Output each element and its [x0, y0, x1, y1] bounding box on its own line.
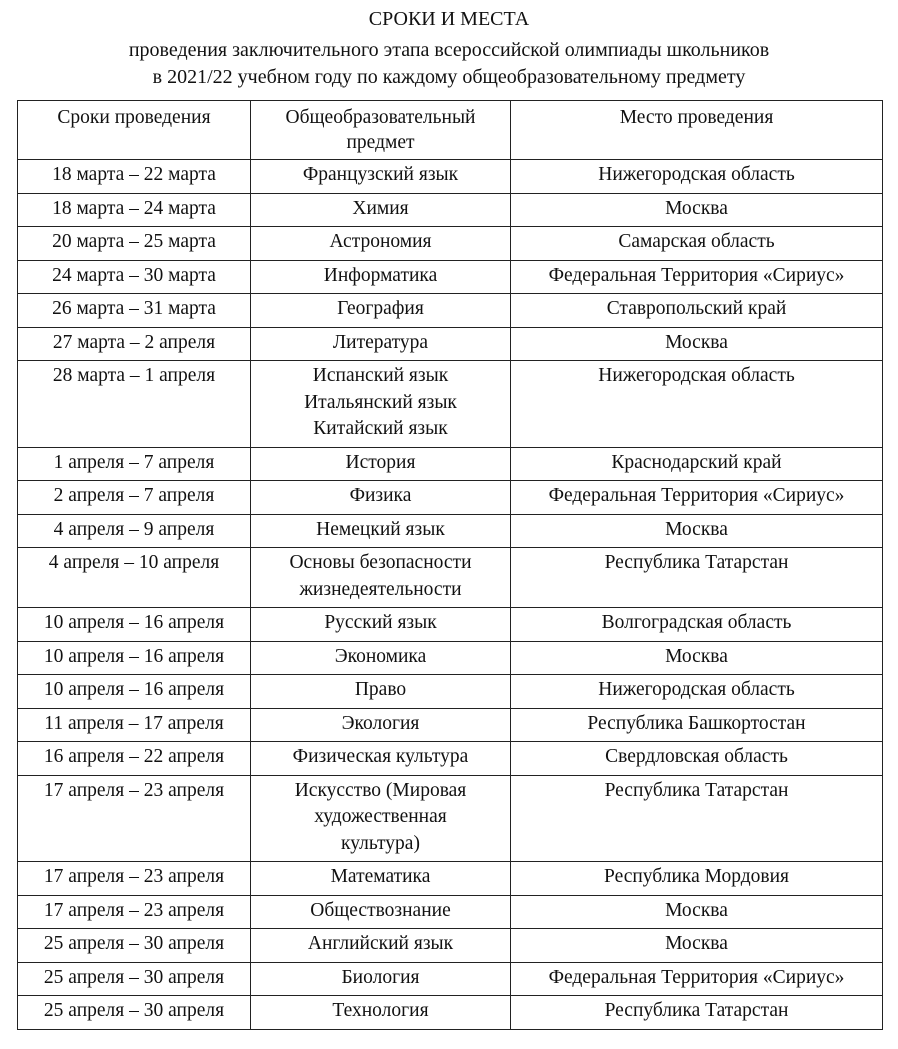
cell-subject — [251, 895, 511, 929]
cell-dates: 27 марта – 2 апреля — [18, 327, 251, 361]
table-row — [18, 160, 883, 194]
cell-place: Волгоградская область — [511, 608, 883, 642]
cell-dates: 18 марта – 24 марта — [18, 193, 251, 227]
table-row — [18, 361, 883, 448]
cell-subject — [251, 447, 511, 481]
cell-place: Москва — [511, 327, 883, 361]
cell-subject — [251, 775, 511, 862]
subject-name: Технология — [332, 1000, 429, 1021]
subject-name: Математика — [330, 866, 431, 887]
cell-subject — [251, 160, 511, 194]
cell-place: Краснодарский край — [511, 447, 883, 481]
cell-subject — [251, 227, 511, 261]
table-row — [18, 775, 883, 862]
document-title: СРОКИ И МЕСТА — [368, 8, 530, 30]
subject-name: культура) — [341, 832, 420, 854]
table-row — [18, 742, 883, 776]
cell-place: Москва — [511, 514, 883, 548]
cell-dates: 4 апреля – 9 апреля — [18, 514, 251, 548]
subject-name: Французский язык — [302, 164, 459, 185]
cell-dates: 11 апреля – 17 апреля — [18, 708, 251, 742]
cell-dates: 18 марта – 22 марта — [18, 160, 251, 194]
table-row — [18, 675, 883, 709]
cell-place: Нижегородская область — [511, 361, 883, 448]
subject-name: Биология — [341, 966, 420, 988]
table-row — [18, 193, 883, 227]
cell-subject — [251, 675, 511, 709]
document-subtitle-line1: проведения заключительного этапа всероссийской олимпиады школьников — [128, 39, 770, 61]
cell-subject — [251, 193, 511, 227]
cell-place: Москва — [511, 193, 883, 227]
cell-dates: 17 апреля – 23 апреля — [18, 895, 251, 929]
cell-subject — [251, 481, 511, 515]
cell-subject — [251, 862, 511, 896]
cell-dates: 1 апреля – 7 апреля — [18, 447, 251, 481]
table-row — [18, 327, 883, 361]
subject-name: История — [345, 451, 416, 473]
table-row — [18, 481, 883, 515]
table-row — [18, 641, 883, 675]
cell-dates: 26 марта – 31 марта — [18, 294, 251, 328]
table-row — [18, 708, 883, 742]
cell-dates: 25 апреля – 30 апреля — [18, 996, 251, 1030]
cell-subject — [251, 929, 511, 963]
header-subject — [251, 101, 511, 160]
subject-name: Литература — [332, 331, 429, 353]
subject-name: Информатика — [323, 264, 438, 286]
subject-name: Русский язык — [324, 612, 437, 633]
cell-dates: 25 апреля – 30 апреля — [18, 929, 251, 963]
cell-subject — [251, 608, 511, 642]
cell-place: Москва — [511, 895, 883, 929]
cell-subject — [251, 361, 511, 448]
olympiad-schedule-table — [17, 100, 883, 1030]
header-dates: Сроки проведения — [18, 101, 251, 160]
document-subtitle-line2: в 2021/22 учебном году по каждому общеобразовательному предмету — [152, 66, 746, 88]
subject-name: Обществознание — [310, 899, 451, 921]
subject-name: Китайский язык — [313, 418, 448, 439]
cell-subject — [251, 327, 511, 361]
subject-name: жизнедеятельности — [299, 578, 462, 600]
cell-dates: 10 апреля – 16 апреля — [18, 641, 251, 675]
table-row — [18, 929, 883, 963]
table-header-row — [18, 101, 883, 160]
cell-place: Ставропольский край — [511, 294, 883, 328]
subject-name: Право — [354, 679, 407, 700]
cell-subject — [251, 260, 511, 294]
subject-name: Немецкий язык — [316, 518, 445, 540]
table-row — [18, 962, 883, 996]
cell-dates: 20 марта – 25 марта — [18, 227, 251, 261]
subject-name: Итальянский язык — [304, 391, 457, 413]
header-place: Место проведения — [511, 101, 883, 160]
subject-name: Химия — [352, 197, 409, 219]
table-body — [18, 160, 883, 1030]
cell-place: Республика Татарстан — [511, 548, 883, 608]
subject-name: Искусство (Мировая — [294, 779, 467, 801]
cell-place: Республика Татарстан — [511, 996, 883, 1030]
cell-place: Республика Башкортостан — [511, 708, 883, 742]
subject-name: Экономика — [334, 645, 427, 667]
table-row — [18, 227, 883, 261]
header-subject-line1: Общеобразовательный — [285, 107, 476, 128]
cell-subject — [251, 962, 511, 996]
table-row — [18, 548, 883, 608]
cell-subject — [251, 996, 511, 1030]
cell-dates: 4 апреля – 10 апреля — [18, 548, 251, 608]
cell-dates: 25 апреля – 30 апреля — [18, 962, 251, 996]
cell-place: Москва — [511, 929, 883, 963]
cell-dates: 2 апреля – 7 апреля — [18, 481, 251, 515]
table-row — [18, 294, 883, 328]
subject-name: Испанский язык — [312, 365, 449, 386]
cell-place: Федеральная Территория «Сириус» — [511, 962, 883, 996]
cell-dates: 16 апреля – 22 апреля — [18, 742, 251, 776]
subject-name: Английский язык — [307, 933, 454, 954]
cell-subject — [251, 514, 511, 548]
table-row — [18, 514, 883, 548]
cell-subject — [251, 641, 511, 675]
table-row — [18, 895, 883, 929]
subject-name: Экология — [341, 712, 420, 734]
cell-subject — [251, 742, 511, 776]
cell-place: Республика Мордовия — [511, 862, 883, 896]
cell-dates: 17 апреля – 23 апреля — [18, 775, 251, 862]
cell-place: Свердловская область — [511, 742, 883, 776]
subject-name: Основы безопасности — [289, 552, 472, 573]
table-row — [18, 447, 883, 481]
cell-subject — [251, 548, 511, 608]
table-row — [18, 996, 883, 1030]
cell-place: Нижегородская область — [511, 160, 883, 194]
subject-name: Физическая культура — [292, 746, 469, 767]
table-row — [18, 608, 883, 642]
subject-name: Физика — [349, 485, 412, 506]
cell-subject — [251, 708, 511, 742]
cell-dates: 10 апреля – 16 апреля — [18, 608, 251, 642]
subject-name: География — [337, 298, 424, 319]
table-row — [18, 260, 883, 294]
cell-place: Федеральная Территория «Сириус» — [511, 260, 883, 294]
cell-dates: 28 марта – 1 апреля — [18, 361, 251, 448]
cell-place: Москва — [511, 641, 883, 675]
cell-place: Федеральная Территория «Сириус» — [511, 481, 883, 515]
header-subject-line2: предмет — [346, 132, 415, 153]
cell-subject — [251, 294, 511, 328]
cell-dates: 24 марта – 30 марта — [18, 260, 251, 294]
cell-place: Самарская область — [511, 227, 883, 261]
cell-dates: 10 апреля – 16 апреля — [18, 675, 251, 709]
cell-dates: 17 апреля – 23 апреля — [18, 862, 251, 896]
cell-place: Нижегородская область — [511, 675, 883, 709]
subject-name: художественная — [314, 806, 447, 827]
table-row — [18, 862, 883, 896]
cell-place: Республика Татарстан — [511, 775, 883, 862]
subject-name: Астрономия — [329, 231, 432, 252]
